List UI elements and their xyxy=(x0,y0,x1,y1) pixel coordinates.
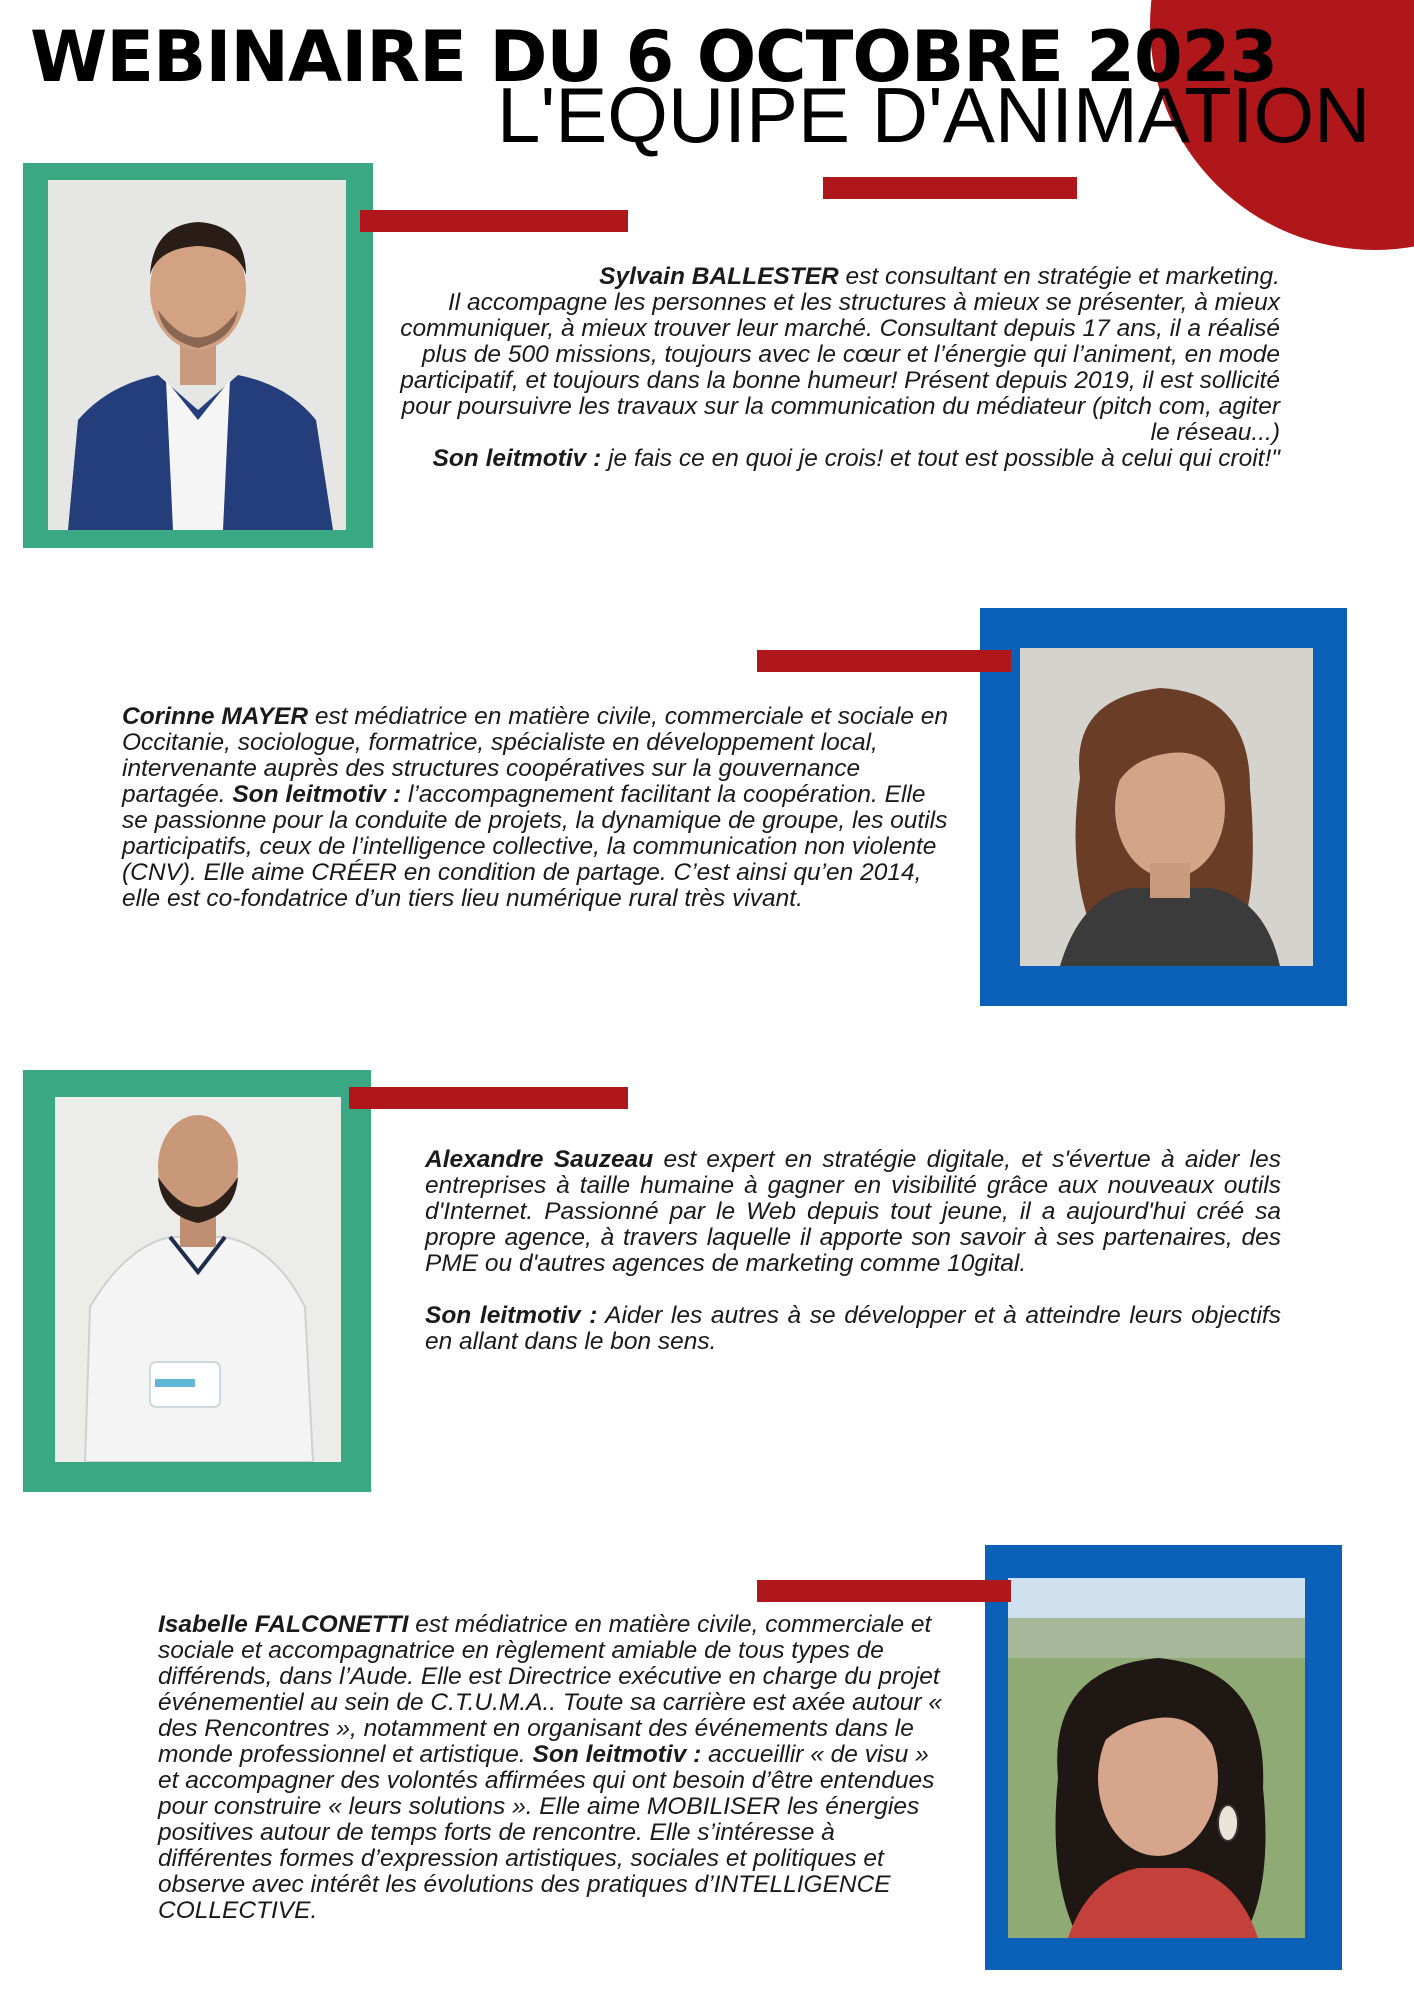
portrait-photo-sauzeau xyxy=(55,1097,341,1462)
member-motto: Aider les autres à se développer et à atteindre leurs objectifs en allant dans le bon sens. xyxy=(425,1302,1281,1355)
section-accent-bar xyxy=(757,1580,1011,1602)
portrait-photo-ballester xyxy=(48,180,346,530)
member-bio xyxy=(158,1612,948,1924)
member-motto-label: Son leitmotiv : xyxy=(425,1302,598,1329)
section-accent-bar xyxy=(349,1087,628,1109)
page-subtitle: L'EQUIPE D'ANIMATION xyxy=(497,71,1371,159)
section-accent-bar xyxy=(757,650,1011,672)
member-body: Il accompagne les personnes et les structures à mieux se présenter, à mieux communiquer, à mieux trouver leur marché. Consultant depuis 17 ans, il a réalisé plus de 500 missions, toujours avec le cœur et l’énergie qui l’animent, en mode participatif, et toujours dans la bonne humeur! Présent depuis 2019, il est sollicité pour poursuivre les travaux sur la communication du médiateur (pitch com, agiter le réseau...) xyxy=(400,289,1280,446)
portrait-photo-mayer xyxy=(1020,648,1313,966)
member-name: Isabelle FALCONETTI xyxy=(158,1611,409,1638)
member-motto-label: Son leitmotiv : xyxy=(532,1741,702,1768)
member-motto: l’accompagnement facilitant la coopération. Elle se passionne pour la conduite de projets, la dynamique de groupe, les outils participatifs, ceux de l’intelligence collective, la communication non violente (CNV). Elle aime CRÉER en condition de partage. C’est ainsi qu’en 2014, elle est co-fondatrice d’un tiers lieu numérique rural très vivant. xyxy=(122,781,948,912)
member-intro: est médiatrice en matière civile, commerciale et sociale et accompagnatrice en règlement amiable de tous types de différends, dans l’Aude. Elle est Directrice exécutive en charge du projet événementiel au sein de C.T.U.M.A.. Toute sa carrière est axée autour « des Rencontres », notamment en organisant des événements dans le monde professionnel et artistique. xyxy=(158,1611,942,1768)
member-motto: je fais ce en quoi je crois! et tout est possible à celui qui croit!" xyxy=(601,445,1280,472)
member-intro: est consultant en stratégie et marketing. xyxy=(838,263,1280,290)
member-motto: accueillir « de visu » et accompagner des volontés affirmées qui ont besoin d’être entendues pour construire « leurs solutions ». Elle aime MOBILISER les énergies positives autour de temps forts de rencontre. Elle s’intéresse à différentes formes d’expression artistiques, sociales et politiques et observe avec intérêt les évolutions des pratiques d’INTELLIGENCE COLLECTIVE. xyxy=(158,1741,935,1924)
member-intro: est expert en stratégie digitale, et s'évertue à aider les entreprises à taille humaine à gagner en visibilité grâce aux nouveaux outils d'Internet. Passionné par le Web depuis tout jeune, il a aujourd'hui créé sa propre agence, à travers laquelle il apporte son savoir à ses partenaires, des PME ou d'autres agences de marketing comme 10gital. xyxy=(425,1146,1281,1277)
member-name: Corinne MAYER xyxy=(122,703,309,730)
subtitle-underline-bar xyxy=(823,177,1077,199)
member-bio xyxy=(395,264,1280,472)
member-name: Sylvain BALLESTER xyxy=(599,263,839,290)
section-accent-bar xyxy=(360,210,628,232)
page-title: WEBINAIRE DU 6 OCTOBRE 2023 xyxy=(30,16,1278,98)
member-motto-label: Son leitmotiv : xyxy=(432,445,602,472)
member-bio xyxy=(122,704,952,912)
member-motto-label: Son leitmotiv : xyxy=(232,781,402,808)
member-bio xyxy=(425,1147,1281,1355)
member-intro: est médiatrice en matière civile, commerciale et sociale en Occitanie, sociologue, formatrice, spécialiste en développement local, intervenante auprès des structures coopératives sur la gouvernance partagée. xyxy=(122,703,949,808)
portrait-photo-falconetti xyxy=(1008,1578,1305,1938)
member-name: Alexandre Sauzeau xyxy=(425,1146,654,1173)
